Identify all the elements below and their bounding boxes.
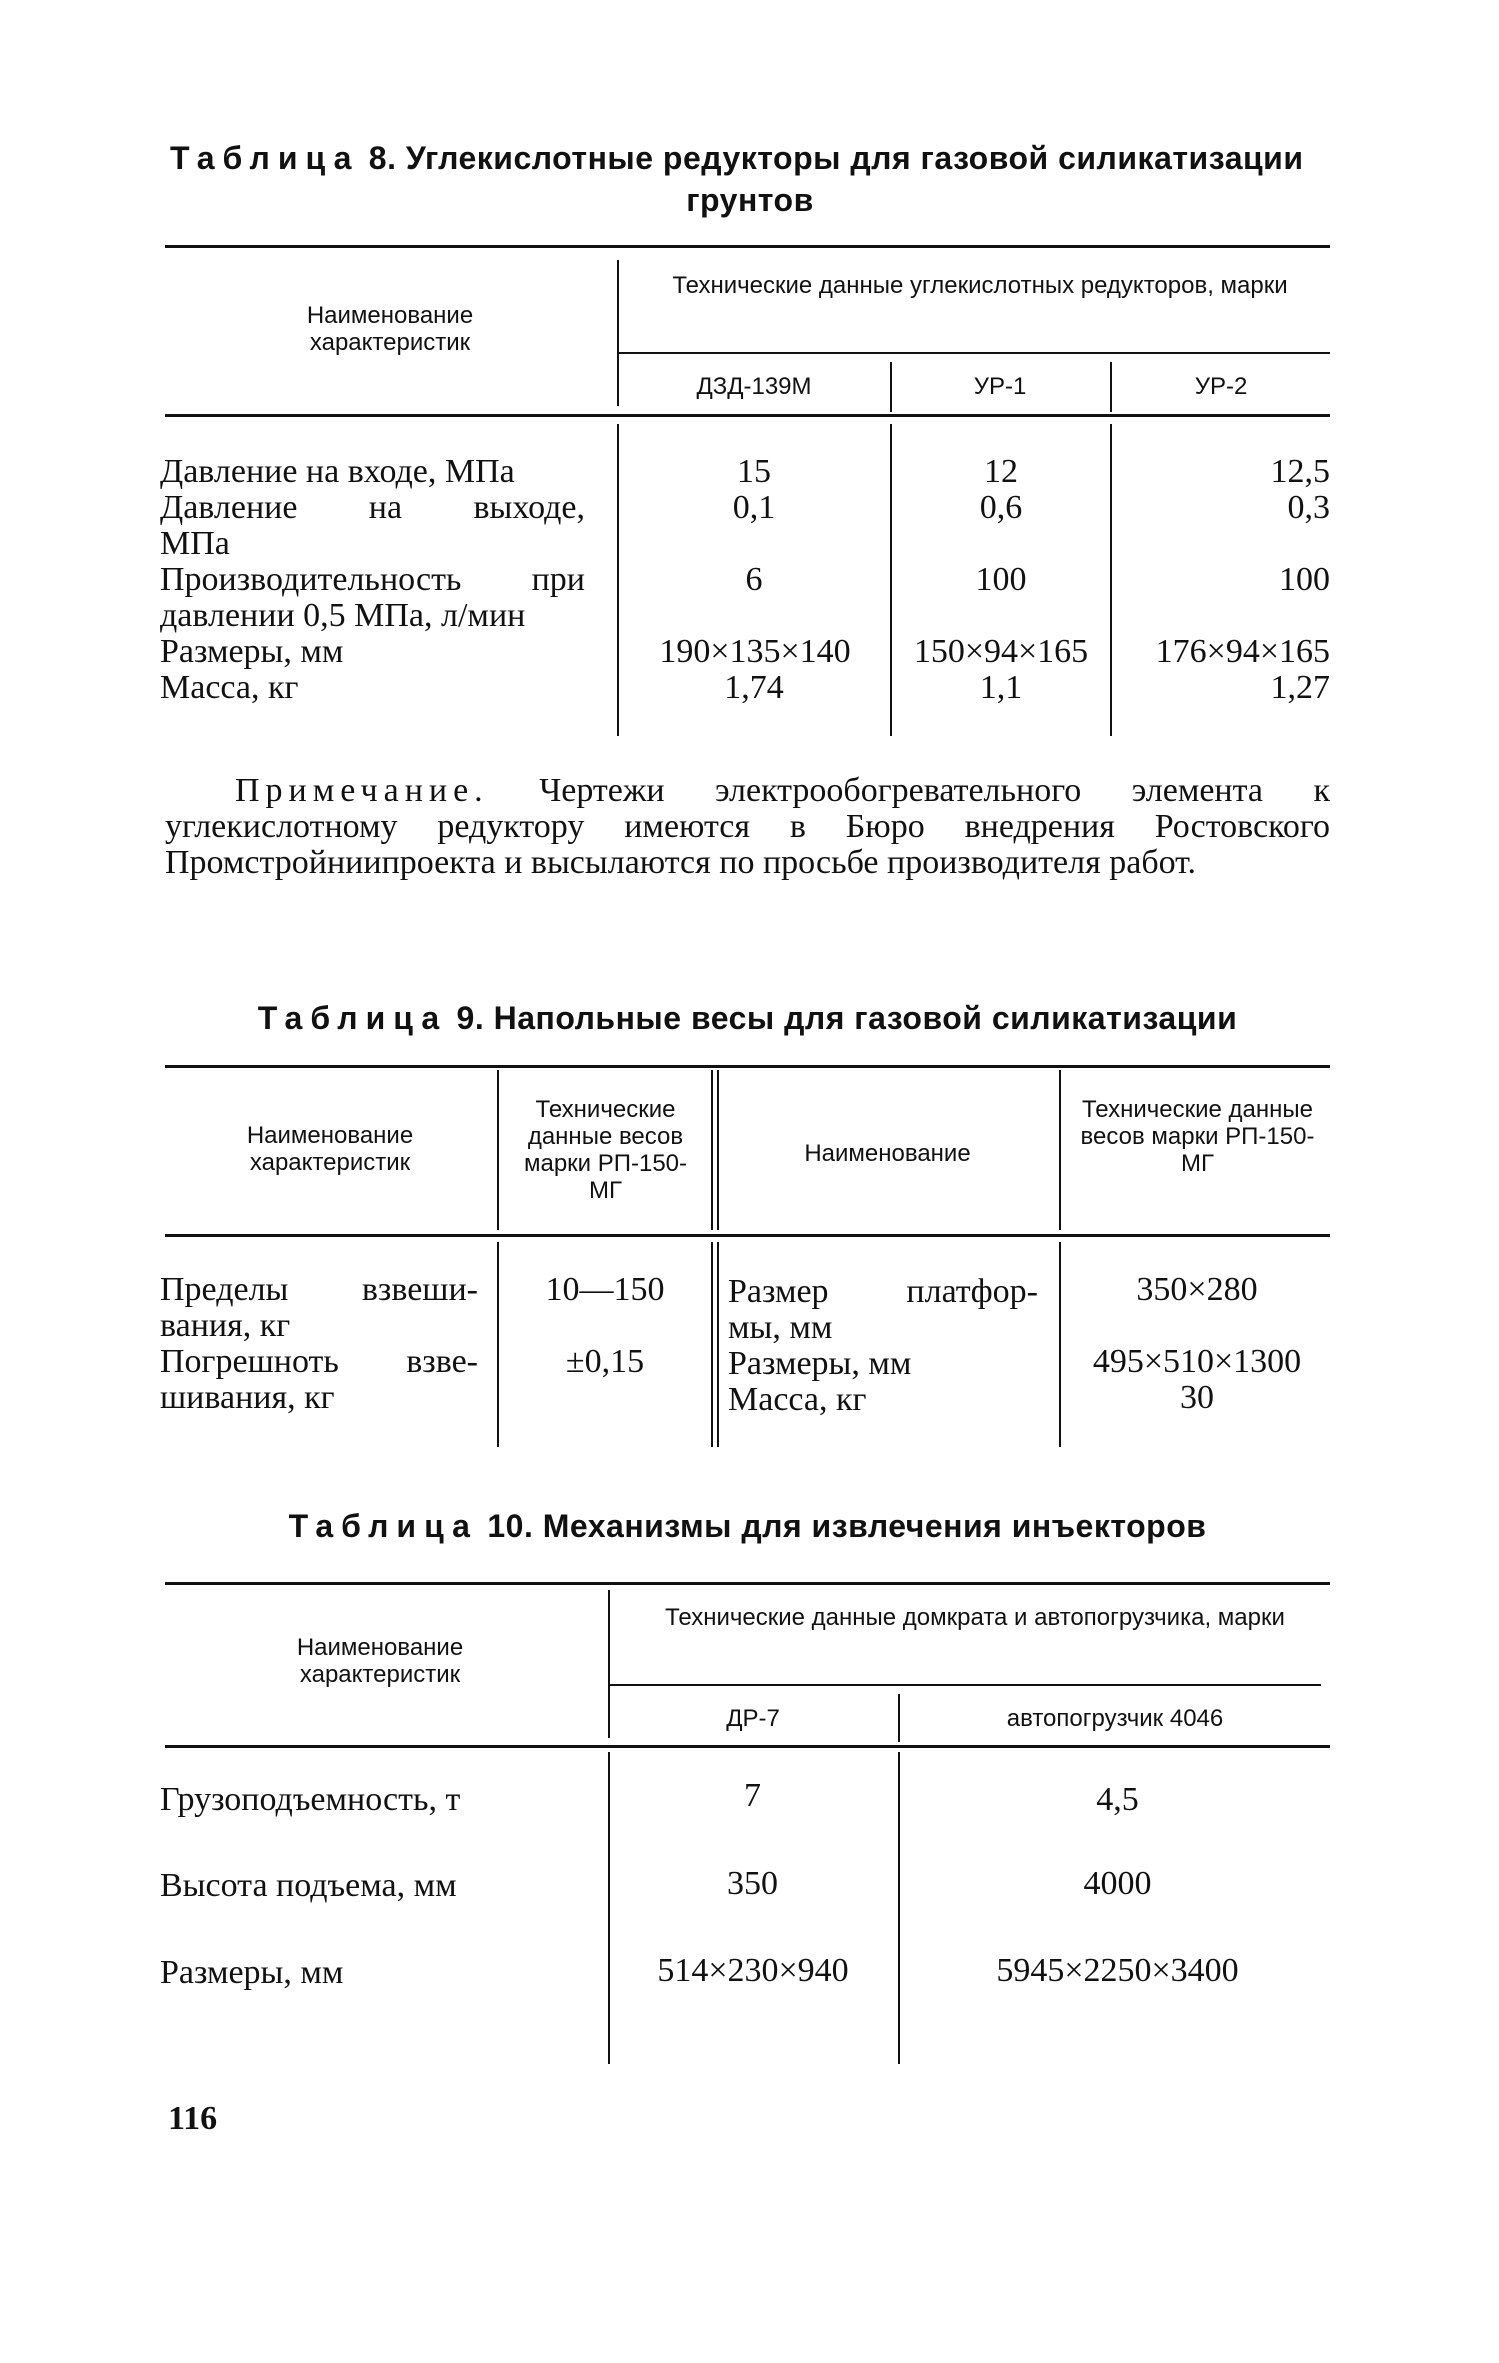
table9-vline-b2a — [711, 1242, 713, 1447]
table10-vline-b1 — [608, 1752, 610, 2064]
table8-r4-c3: 176×94×165 — [1155, 633, 1330, 670]
table10-vline-b2 — [898, 1752, 900, 2064]
table8-r1-c2: 12 — [984, 453, 1018, 490]
table8-r1-c3: 12,5 — [1270, 453, 1330, 490]
table10-r3-c2: 5945×2250×3400 — [996, 1952, 1239, 1989]
table8-r4-c2: 150×94×165 — [913, 633, 1089, 670]
table9-header-rule — [165, 1234, 1330, 1237]
table9-right-row1-value: 350×280 — [1136, 1271, 1258, 1308]
table8-r3-c1: 6 — [745, 561, 763, 598]
table9-title-label: Таблица — [257, 1000, 448, 1036]
table10-row1-name: Грузоподъемность, т — [160, 1781, 461, 1818]
table10-model-2: автопогрузчик 4046 — [1006, 1705, 1224, 1732]
table9-title-text: 9. Напольные весы для газовой силикатизации — [456, 1000, 1238, 1036]
table8-r1-c1: 15 — [737, 453, 771, 490]
table8-r3-c2: 100 — [975, 561, 1027, 598]
table9-col-name2-header: Наименование — [804, 1140, 971, 1167]
table10-subheader-rule — [609, 1684, 1321, 1686]
table10-r1-c2: 4,5 — [1096, 1781, 1139, 1818]
table8-col-name-header: Наименование характеристик — [306, 302, 474, 356]
table9-left-row2-value: ±0,15 — [565, 1343, 645, 1380]
table10-title-label: Таблица — [288, 1508, 478, 1544]
table8-r2-c2: 0,6 — [979, 489, 1023, 526]
table8-vline-body1 — [617, 424, 619, 736]
table10-r1-c1: 7 — [744, 1777, 761, 1814]
table9-vline-h1 — [497, 1070, 499, 1230]
table8-title-text: 8. Углекислотные редукторы для газовой силикатизации — [368, 140, 1304, 176]
table8-model-3: УР-2 — [1194, 373, 1248, 400]
table8-note — [165, 773, 1330, 881]
table10-header-rule — [165, 1745, 1330, 1748]
table10-model-1: ДР-7 — [726, 1705, 780, 1732]
table9-right-row2-l1: Размеры, мм — [728, 1345, 912, 1382]
table10-r2-c2: 4000 — [1083, 1865, 1152, 1902]
table9-left-row2-l2: шивания, кг — [160, 1379, 335, 1416]
table8-title-cont: грунтов — [686, 182, 814, 218]
table8-r4-c1: 190×135×140 — [659, 633, 851, 670]
table8-r2-c1: 0,1 — [732, 489, 776, 526]
table9-vline-b1 — [497, 1242, 499, 1447]
table8-row3-name-l1: Производительность при — [160, 561, 585, 598]
table8-title — [170, 140, 1330, 177]
table8-row2-name-l2: МПа — [160, 525, 230, 562]
table9-vline-h2a — [711, 1070, 713, 1230]
table9-left-row1-l2: вания, кг — [160, 1307, 291, 1344]
table8-model-1: ДЗД-139М — [696, 373, 812, 400]
table9-right-row1-l1: Размер платфор- — [728, 1273, 1038, 1310]
table8-header-rule — [165, 414, 1330, 417]
table8-title-label: Таблица — [170, 140, 360, 176]
table9-right-row1-l2: мы, мм — [728, 1309, 833, 1346]
table8-r3-c3: 100 — [1279, 561, 1330, 598]
table8-row5-name: Масса, кг — [160, 669, 299, 706]
table9-top-rule — [165, 1065, 1330, 1068]
table8-r5-c3: 1,27 — [1270, 669, 1330, 706]
table9-vline-h3 — [1059, 1070, 1061, 1230]
table9-col-data2-header: Технические данные весов марки РП-150-МГ — [1080, 1096, 1315, 1177]
table8-r2-c3: 0,3 — [1287, 489, 1330, 526]
table10-row3-name: Размеры, мм — [160, 1954, 344, 1991]
table8-row3-name-l2: давлении 0,5 МПа, л/мин — [160, 597, 526, 634]
table10-group-header: Технические данные домкрата и автопогрузчика, марки — [665, 1604, 1285, 1631]
table8-r5-c2: 1,1 — [979, 669, 1023, 706]
table9-vline-b3 — [1059, 1242, 1061, 1447]
table10-row2-name: Высота подъема, мм — [160, 1867, 457, 1904]
table9-vline-h2b — [717, 1070, 719, 1230]
table10-top-rule — [165, 1582, 1330, 1585]
table8-subheader-rule — [618, 352, 1330, 354]
table10-col-name-header: Наименование характеристик — [296, 1634, 464, 1688]
table10-title-text: 10. Механизмы для извлечения инъекторов — [487, 1508, 1207, 1544]
table10-r3-c1: 514×230×940 — [657, 1952, 849, 1989]
page-number: 116 — [168, 2100, 218, 2137]
table9-left-row1-l1: Пределы взвеши- — [160, 1271, 478, 1308]
table9-title — [165, 1000, 1330, 1037]
table8-r5-c1: 1,74 — [724, 669, 784, 706]
table8-vline-body3 — [1110, 424, 1112, 736]
table9-col-name-header: Наименование характеристик — [246, 1122, 414, 1176]
table9-left-row2-l1: Погрешноть взве- — [160, 1343, 478, 1380]
table9-col-data-header: Технические данные весов марки РП-150-МГ — [523, 1096, 688, 1204]
table9-right-row3-value: 30 — [1180, 1379, 1214, 1416]
table9-left-row1-value: 10—150 — [545, 1271, 665, 1308]
table8-vline-body2 — [890, 424, 892, 736]
table8-model-2: УР-1 — [973, 373, 1027, 400]
table9-right-row3-l1: Масса, кг — [728, 1381, 867, 1418]
table10-title — [165, 1508, 1330, 1545]
table9-right-row2-value: 495×510×1300 — [1092, 1343, 1302, 1380]
table8-group-header: Технические данные углекислотных редукторов, марки — [672, 272, 1288, 299]
table8-top-rule — [165, 245, 1330, 248]
table8-row2-name-l1: Давление на выходе, — [160, 489, 585, 526]
note-text: Чертежи электрообогревательного элемента к углекислотному редуктору имеются в Бюро внедрения Ростовского Промстройниипроекта и высылаются по просьбе производителя работ. — [165, 772, 1331, 881]
table8-vline-header — [617, 260, 619, 406]
table8-row4-name: Размеры, мм — [160, 633, 344, 670]
note-label: Примечание. — [235, 772, 489, 809]
table8-row1-name: Давление на входе, МПа — [160, 453, 515, 490]
table9-vline-b2b — [717, 1242, 719, 1447]
table10-r2-c1: 350 — [727, 1865, 778, 1902]
